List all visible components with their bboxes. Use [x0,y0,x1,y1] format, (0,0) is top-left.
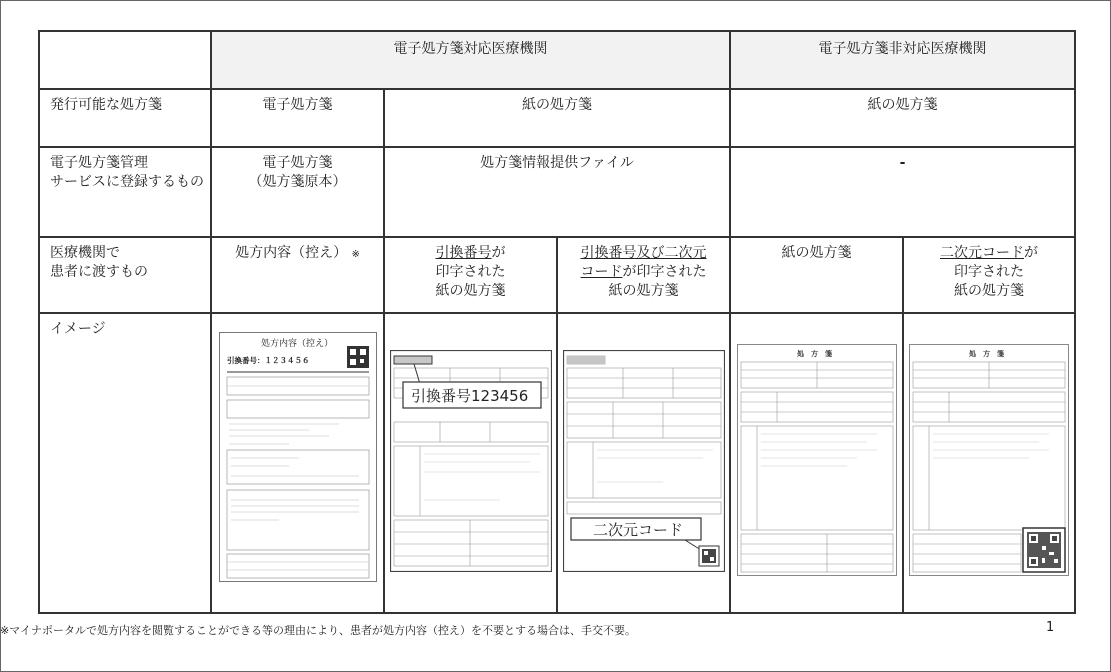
row-handed [39,237,1075,313]
handed-exchange-number-line3: 紙の処方箋 [435,283,506,299]
handed-exchange-number [384,237,557,313]
row-label-handed [39,237,211,313]
row-label-issuable: 発行可能な処方箋 [39,89,211,147]
prescription-paper-image [737,344,897,576]
prescription-exchange-qr-image [563,350,725,572]
footnote: ※マイナポータルで処方内容を閲覧することができる等の理由により、患者が処方内容（控え）を不要とする場合は、手交不要。 [0,624,636,637]
registered-electronic-line1: 電子処方箋 [262,155,333,171]
prescription-qr-paper-image [909,344,1069,576]
handed-exchange-number-line2: 印字された [435,264,506,280]
row-label-handed-line2: 患者に渡すもの [50,264,148,280]
handed-qr-paper-underlined: 二次元コード [940,245,1024,261]
handed-exchange-and-qr-line1: 引換番号及び二次元 [580,245,707,261]
image-exchange-qr-cell [557,313,730,613]
comparison-table [38,30,1076,614]
svg-text:処 方 箋: 処 方 箋 [969,350,1004,358]
row-registered [39,147,1075,237]
header-row [39,31,1075,89]
registered-info-file: 処方箋情報提供ファイル [384,147,730,237]
header-blank-cell [39,31,211,89]
issuable-electronic: 電子処方箋 [211,89,384,147]
row-label-handed-line1: 医療機関で [50,245,120,261]
qr-code-callout: 二次元コード [592,521,683,539]
registered-electronic-line2: （処方箋原本） [248,174,347,190]
copy-image-exchange: 引換番号：１２３４５６ [226,356,309,365]
handed-exchange-and-qr-underlined2: コード [580,264,623,280]
image-copy-cell [211,313,384,613]
row-image [39,313,1075,613]
prescription-exchange-image [390,350,552,572]
handed-exchange-and-qr-suffix: が印字された [622,264,707,280]
image-paper-cell [730,313,903,613]
header-noncompatible: 電子処方箋非対応医療機関 [730,31,1075,89]
issuable-paper: 紙の処方箋 [384,89,730,147]
image-exchange-cell [384,313,557,613]
handed-copy [211,237,384,313]
row-label-registered [39,147,211,237]
prescription-copy-image [219,332,377,582]
handed-qr-paper [903,237,1075,313]
svg-text:処 方 箋: 処 方 箋 [796,350,832,358]
page-number: 1 [1046,620,1055,635]
handed-copy-mark: ※ [351,249,360,260]
handed-exchange-number-underlined: 引換番号 [435,245,492,261]
handed-exchange-and-qr-line3: 紙の処方箋 [608,283,679,299]
handed-copy-text: 処方内容（控え） [235,245,348,261]
image-qr-paper-cell [903,313,1075,613]
handed-exchange-number-suffix: が [491,245,506,261]
handed-exchange-and-qr [557,237,730,313]
handed-qr-paper-suffix: が [1024,245,1038,261]
exchange-number-callout: 引換番号123456 [410,387,528,405]
row-label-image: イメージ [39,313,211,613]
row-issuable [39,89,1075,147]
handed-paper: 紙の処方箋 [730,237,903,313]
row-label-registered-line1: 電子処方箋管理 [50,155,148,171]
registered-electronic [211,147,384,237]
header-compatible: 電子処方箋対応医療機関 [211,31,730,89]
registered-none: - [730,147,1075,237]
issuable-paper-noncompatible: 紙の処方箋 [730,89,1075,147]
handed-qr-paper-line3: 紙の処方箋 [954,283,1024,299]
copy-image-title: 処方内容（控え） [260,339,333,349]
handed-qr-paper-line2: 印字された [954,264,1024,280]
row-label-registered-line2: サービスに登録するもの [50,174,204,190]
